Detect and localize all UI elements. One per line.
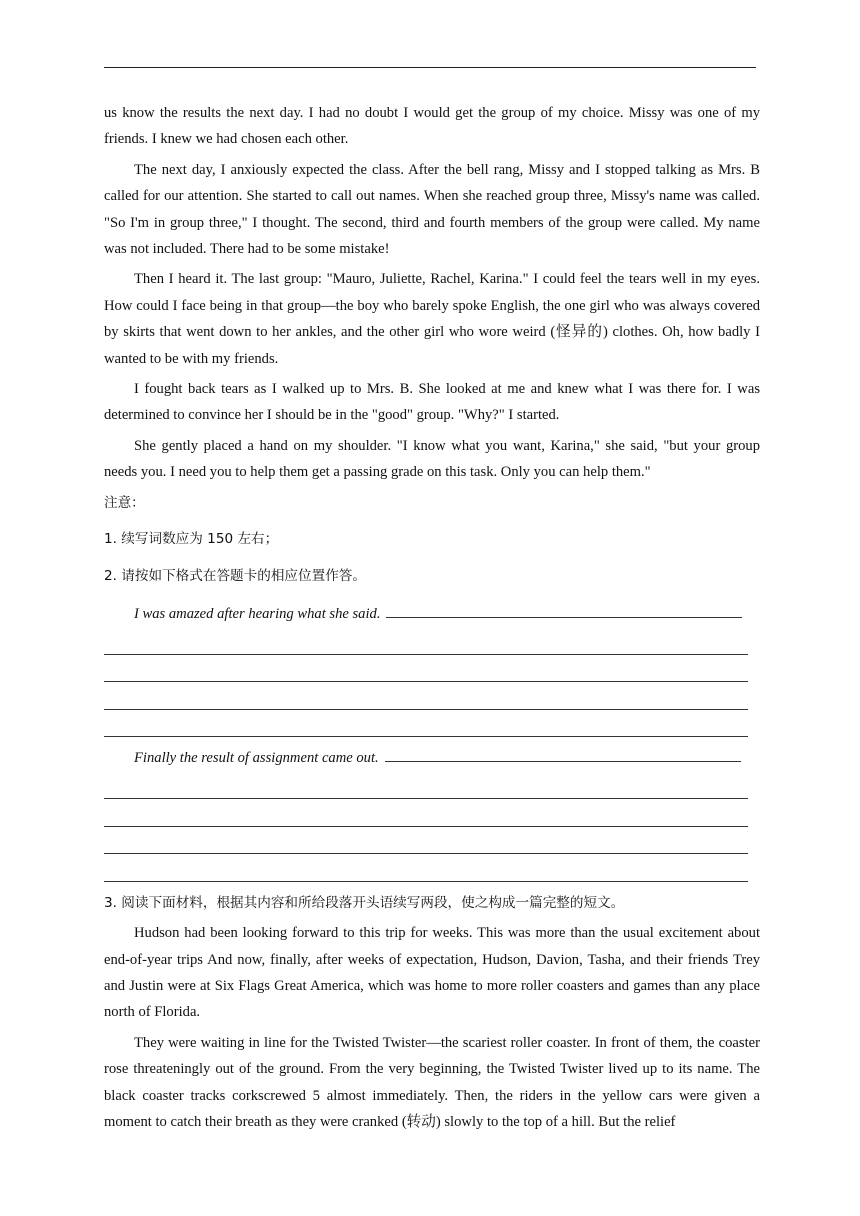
answer-blank[interactable] <box>385 743 741 762</box>
passage-paragraph: She gently placed a hand on my shoulder. "I know what you want, Karina," she said, "but your group needs you. I need you to help them get a passing grade on this task. Only you can help them." <box>104 437 760 481</box>
passage-paragraph: us know the results the next day. I had no doubt I would get the group of my choice. Missy was one of my friends. I knew we had chosen each other. <box>104 105 760 148</box>
answer-line[interactable] <box>104 710 748 738</box>
passage-paragraph: Then I heard it. The last group: "Mauro, Juliette, Rachel, Karina." I could feel the tears well in my eyes. How could I face being in that group—the boy who barely spoke English, the one girl who was always covered by skirts that went down to her ankles, and the other girl who wore weird (怪异的) clothes. Oh, how badly I wanted to be with my friends. <box>104 271 760 367</box>
prompt-text: I was amazed after hearing what she said. <box>134 605 381 622</box>
answer-line[interactable] <box>104 854 748 882</box>
answer-line[interactable] <box>104 827 748 855</box>
note-item-word-count: 1. 续写词数应为 150 左右； <box>104 531 279 548</box>
note-item-format: 2. 请按如下格式在答题卡的相应位置作答。 <box>104 567 366 584</box>
answer-blank[interactable] <box>386 599 742 618</box>
page-content <box>104 100 760 1139</box>
continuation-prompt-2 <box>104 743 760 771</box>
answer-line[interactable] <box>104 799 748 827</box>
question-3-instruction: 3. 阅读下面材料，根据其内容和所给段落开头语续写两段，使之构成一篇完整的短文。 <box>104 894 625 911</box>
notes-heading: 注意： <box>104 494 145 511</box>
passage-paragraph: They were waiting in line for the Twisted Twister—the scariest roller coaster. In front of them, the coaster rose threateningly out of the ground. From the very beginning, the Twisted Twister lived up to its name. The black coaster tracks corkscrewed 5 almost immediately. Then, the riders in the yellow cars were given a moment to catch their breath as they were cranked (转动) slowly to the top of a hill. But the relief <box>104 1034 760 1130</box>
answer-line[interactable] <box>104 682 748 710</box>
passage-paragraph: The next day, I anxiously expected the class. After the bell rang, Missy and I stopped talking as Mrs. B called for our attention. She started to call out names. When she reached group three, Missy's name was called. "So I'm in group three," I thought. The second, third and fourth members of the group were called. My name was not included. There had to be some mistake! <box>104 161 760 258</box>
answer-line[interactable] <box>104 655 748 683</box>
answer-line[interactable] <box>104 627 748 655</box>
passage-paragraph: I fought back tears as I walked up to Mrs. B. She looked at me and knew what I was there for. I was determined to convince her I should be in the "good" group. "Why?" I started. <box>104 381 760 424</box>
answer-line[interactable] <box>104 772 748 800</box>
header-rule <box>104 67 756 68</box>
passage-paragraph: Hudson had been looking forward to this trip for weeks. This was more than the usual excitement about end-of-year trips And now, finally, after weeks of expectation, Hudson, Davion, Tasha, and their friends Trey and Justin were at Six Flags Great America, which was home to more roller coasters and games than any place north of Florida. <box>104 925 760 1021</box>
prompt-text: Finally the result of assignment came out. <box>134 750 379 767</box>
continuation-prompt-1 <box>104 599 760 627</box>
